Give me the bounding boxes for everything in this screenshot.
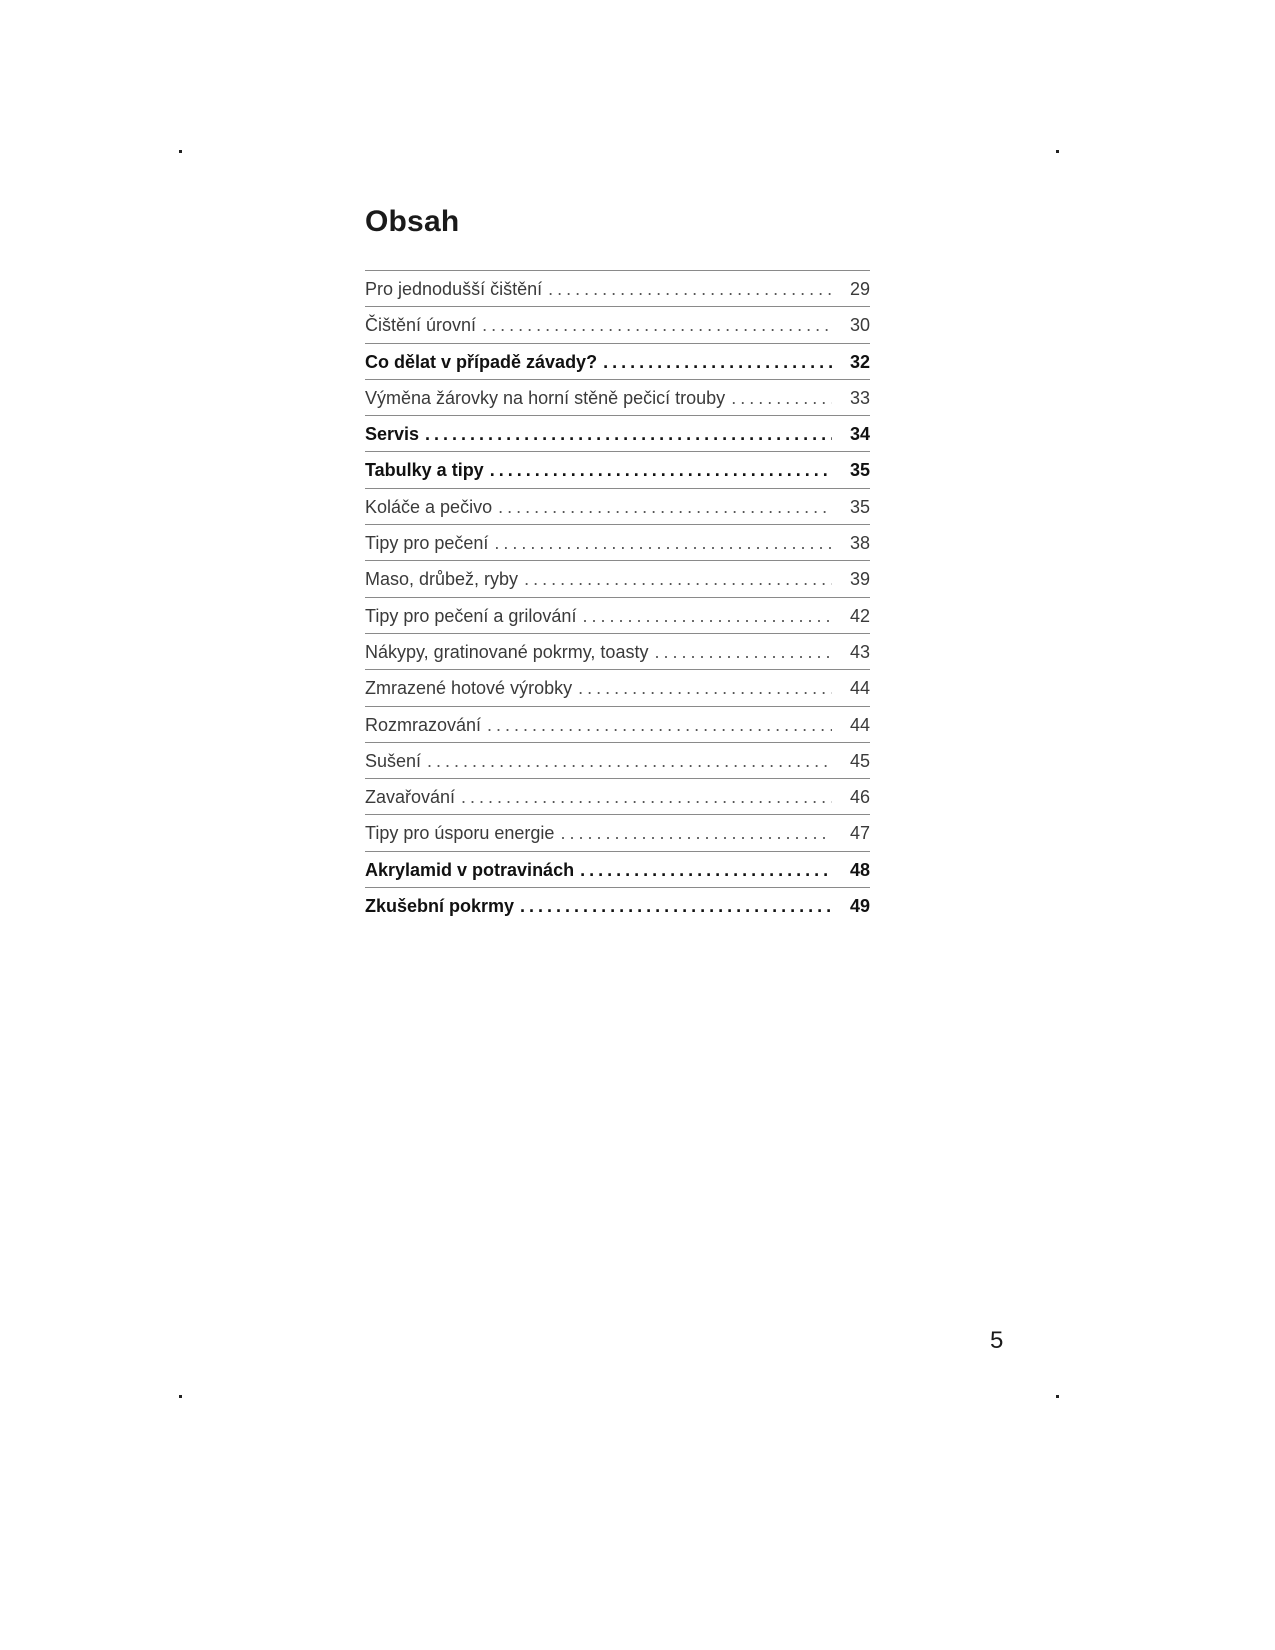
toc-dot-leader bbox=[560, 815, 832, 851]
toc-entry[interactable] bbox=[365, 779, 870, 815]
toc-entry[interactable] bbox=[365, 852, 870, 888]
toc-entry[interactable] bbox=[365, 271, 870, 307]
toc-entry[interactable] bbox=[365, 815, 870, 851]
toc-entry-title: Co dělat v případě závady? bbox=[365, 351, 598, 372]
toc-dot-leader bbox=[490, 452, 832, 488]
toc-dot-leader bbox=[498, 489, 832, 525]
toc-entry[interactable] bbox=[365, 344, 870, 380]
toc-entry-page: 32 bbox=[849, 351, 870, 372]
crop-mark-bottom-right bbox=[1056, 1395, 1059, 1398]
toc-entry-page: 29 bbox=[849, 279, 870, 299]
toc-entry-title: Výměna žárovky na horní stěně pečicí trouby bbox=[365, 387, 726, 408]
page-number: 5 bbox=[990, 1327, 1004, 1354]
toc-entry[interactable] bbox=[365, 416, 870, 452]
toc-entry[interactable] bbox=[365, 525, 870, 561]
toc-entry[interactable] bbox=[365, 380, 870, 416]
crop-mark-top-right bbox=[1056, 150, 1059, 153]
toc-dot-leader bbox=[731, 380, 832, 416]
toc-dot-leader bbox=[482, 307, 832, 343]
toc-entry-title: Tipy pro úsporu energie bbox=[365, 823, 555, 844]
toc-dot-leader bbox=[654, 634, 832, 670]
toc-entry[interactable] bbox=[365, 598, 870, 634]
toc-entry-title: Rozmrazování bbox=[365, 714, 482, 735]
toc-dot-leader bbox=[461, 779, 832, 815]
toc-entry[interactable] bbox=[365, 452, 870, 488]
toc-entry-page: 35 bbox=[849, 496, 870, 517]
toc-dot-leader bbox=[487, 707, 832, 743]
toc-dot-leader bbox=[520, 888, 832, 924]
toc-entry-page: 47 bbox=[849, 823, 870, 844]
toc-entry-title: Sušení bbox=[365, 750, 422, 771]
toc-dot-leader bbox=[582, 598, 832, 634]
toc-entry-title: Zavařování bbox=[365, 787, 456, 808]
toc-entry-page: 43 bbox=[849, 641, 870, 662]
toc-entry-title: Čištění úrovní bbox=[365, 315, 477, 336]
toc-entry-page: 34 bbox=[849, 424, 870, 445]
toc-entry-title: Servis bbox=[365, 424, 420, 445]
toc-dot-leader bbox=[578, 670, 832, 706]
toc-entry[interactable] bbox=[365, 670, 870, 706]
crop-mark-bottom-left bbox=[179, 1395, 182, 1398]
toc-entry-page: 44 bbox=[849, 678, 870, 699]
toc-entry[interactable] bbox=[365, 634, 870, 670]
toc-entry-page: 30 bbox=[849, 315, 870, 336]
toc-entry[interactable] bbox=[365, 489, 870, 525]
toc-entry[interactable] bbox=[365, 743, 870, 779]
toc-entry-title: Nákypy, gratinované pokrmy, toasty bbox=[365, 641, 649, 662]
toc-entry-page: 38 bbox=[849, 533, 870, 554]
toc-entry-title: Tipy pro pečení a grilování bbox=[365, 605, 577, 626]
toc-dot-leader bbox=[548, 271, 832, 307]
toc-entry-title: Zkušební pokrmy bbox=[365, 896, 515, 917]
toc-entry[interactable] bbox=[365, 707, 870, 743]
toc-entry-page: 44 bbox=[849, 714, 870, 735]
toc-dot-leader bbox=[494, 525, 832, 561]
page-title: Obsah bbox=[365, 205, 460, 238]
crop-mark-top-left bbox=[179, 150, 182, 153]
toc-dot-leader bbox=[425, 416, 832, 452]
toc-entry-title: Koláče a pečivo bbox=[365, 496, 493, 517]
table-of-contents bbox=[365, 270, 870, 924]
toc-entry[interactable] bbox=[365, 561, 870, 597]
toc-dot-leader bbox=[603, 344, 832, 380]
toc-dot-leader bbox=[524, 561, 832, 597]
toc-entry-title: Pro jednodušší čištění bbox=[365, 279, 543, 299]
toc-entry-page: 46 bbox=[849, 787, 870, 808]
toc-entry[interactable] bbox=[365, 888, 870, 924]
toc-entry-page: 35 bbox=[849, 460, 870, 481]
toc-entry-page: 45 bbox=[849, 750, 870, 771]
toc-entry-title: Tabulky a tipy bbox=[365, 460, 484, 481]
toc-entry-title: Tipy pro pečení bbox=[365, 533, 489, 554]
toc-entry[interactable] bbox=[365, 307, 870, 343]
toc-entry-page: 48 bbox=[849, 859, 870, 880]
toc-entry-page: 39 bbox=[849, 569, 870, 590]
toc-entry-page: 33 bbox=[849, 387, 870, 408]
toc-entry-title: Zmrazené hotové výrobky bbox=[365, 678, 573, 699]
toc-entry-title: Maso, drůbež, ryby bbox=[365, 569, 519, 590]
toc-entry-page: 49 bbox=[849, 896, 870, 917]
toc-dot-leader bbox=[580, 852, 832, 888]
toc-dot-leader bbox=[427, 743, 832, 779]
toc-entry-page: 42 bbox=[849, 605, 870, 626]
toc-entry-title: Akrylamid v potravinách bbox=[365, 859, 575, 880]
